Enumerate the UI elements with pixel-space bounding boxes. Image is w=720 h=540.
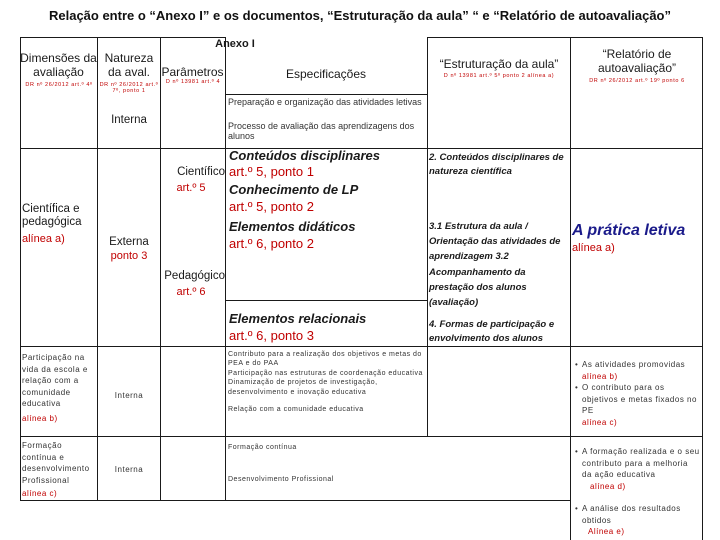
- spec-didaticos-art: art.º 6, ponto 2: [229, 236, 314, 251]
- estr-estrutura-aula: 3.1 Estrutura da aula / Orientação das atividades de aprendizagem 3.2 Acompanhamento da prestação dos alunos (avaliação): [429, 221, 561, 308]
- estr-participacao: 4. Formas de participação e envolvimento dos alunos: [429, 319, 555, 344]
- param-pedagogico-art: art.º 6: [176, 286, 206, 298]
- dimensao-participacao-alinea: alínea b): [22, 414, 58, 423]
- header-especificacoes: Especificações: [285, 67, 367, 81]
- relatorio-analise: A análise dos resultados obtidos: [582, 504, 681, 525]
- header-estruturacao-ref: D nº 13981 art.º 5º ponto 2 alínea a): [443, 73, 555, 79]
- relatorio-analise-list: [574, 503, 700, 538]
- relatorio-item: [582, 503, 700, 538]
- relatorio-formacao-alinea: alínea d): [590, 481, 626, 491]
- page-title: Relação entre o “Anexo I” e os documentos, “Estruturação da aula” “ e “Relatório de autoavaliação”: [48, 8, 671, 23]
- dimensao-formacao: Formação contínua e desenvolvimento Profissional: [22, 441, 90, 485]
- relatorio-atividades-alinea: alínea b): [582, 371, 618, 381]
- param-cientifico: Científico: [177, 166, 225, 178]
- relatorio-formacao: A formação realizada e o seu contributo para a melhoria da ação educativa: [582, 447, 700, 480]
- relatorio-pratica-letiva: A prática letiva: [572, 222, 686, 239]
- header-dimensoes-ref: DR nº 26/2012 art.º 4º: [25, 82, 93, 88]
- spec-lp: Conhecimento de LP: [229, 182, 359, 197]
- header-relatorio-ref: DR nº 26/2012 art.º 19º ponto 6: [589, 78, 685, 84]
- natureza-interna-formacao: Interna: [114, 465, 144, 474]
- spec-didaticos: Elementos didáticos: [229, 219, 356, 234]
- spec-lp-art: art.º 5, ponto 2: [229, 199, 314, 214]
- spec-relacionais-art: art.º 6, ponto 3: [229, 328, 314, 343]
- dimensao-cientifica-alinea: alínea a): [22, 233, 65, 245]
- spec-estruturas-coordenacao: Participação nas estruturas de coordenação educativa: [228, 369, 423, 377]
- relatorio-participacao-list: [574, 359, 700, 429]
- spec-preparacao: Preparação e organização das atividades letivas: [228, 97, 422, 107]
- relatorio-analise-alinea: Alínea e): [588, 527, 625, 537]
- anexo-header: Anexo I: [215, 38, 255, 50]
- dimensao-participacao: Participação na vida da escola e relação com a comunidade educativa: [22, 353, 88, 409]
- header-estruturacao: “Estruturação da aula”: [439, 57, 559, 71]
- relatorio-formacao-list: [574, 446, 700, 492]
- spec-conteudos: Conteúdos disciplinares: [229, 148, 380, 163]
- header-dimensoes: Dimensões da avaliação: [20, 51, 97, 79]
- spec-relacao-comunidade: Relação com a comunidade educativa: [228, 406, 364, 414]
- dimensao-cientifica: Científica e pedagógica: [22, 203, 82, 229]
- spec-conteudos-art: art.º 5, ponto 1: [229, 164, 314, 179]
- spec-dinamizacao-projetos: Dinamização de projetos de investigação, desenvolvimento e inovação educativa: [228, 379, 378, 396]
- spec-contributo: Contributo para a realização dos objetivos e metas do PEA e do PAA: [228, 351, 422, 368]
- relatorio-atividades: As atividades promovidas: [582, 360, 686, 369]
- header-parametros: Parâmetros: [161, 65, 224, 79]
- header-parametros-ref: D nº 13981 art.º 4: [165, 79, 221, 85]
- relatorio-item: [582, 446, 700, 492]
- dimensao-formacao-alinea: alínea c): [22, 489, 58, 498]
- param-cientifico-art: art.º 5: [176, 182, 206, 194]
- relatorio-item: [582, 382, 700, 428]
- spec-relacionais: Elementos relacionais: [229, 311, 367, 326]
- natureza-interna-top: Interna: [111, 114, 147, 126]
- natureza-externa-ponto: ponto 3: [110, 250, 148, 262]
- relatorio-contributo: O contributo para os objetivos e metas fixados no PE: [582, 383, 697, 416]
- spec-processo-avaliacao: Processo de avaliação das aprendizagens dos alunos: [228, 121, 415, 142]
- spec-formacao-continua: Formação contínua: [228, 444, 297, 451]
- header-natureza-ref: DR nº 26/2012 art.º 7º, ponto 1: [99, 82, 159, 95]
- header-relatorio: “Relatório de autoavaliação”: [597, 47, 677, 75]
- estr-conteudos: 2. Conteúdos disciplinares de natureza científica: [429, 152, 564, 177]
- param-pedagogico: Pedagógico: [164, 270, 225, 282]
- relatorio-pratica-alinea: alínea a): [572, 242, 615, 254]
- spec-participacao-list: [228, 350, 426, 415]
- relatorio-contributo-alinea: alínea c): [582, 417, 618, 427]
- natureza-interna-participacao: Interna: [114, 391, 144, 400]
- header-natureza: Natureza da aval.: [104, 51, 154, 79]
- relatorio-item: [582, 359, 700, 382]
- natureza-externa: Externa: [109, 236, 149, 248]
- spec-desenvolvimento-profissional: Desenvolvimento Profissional: [228, 476, 334, 483]
